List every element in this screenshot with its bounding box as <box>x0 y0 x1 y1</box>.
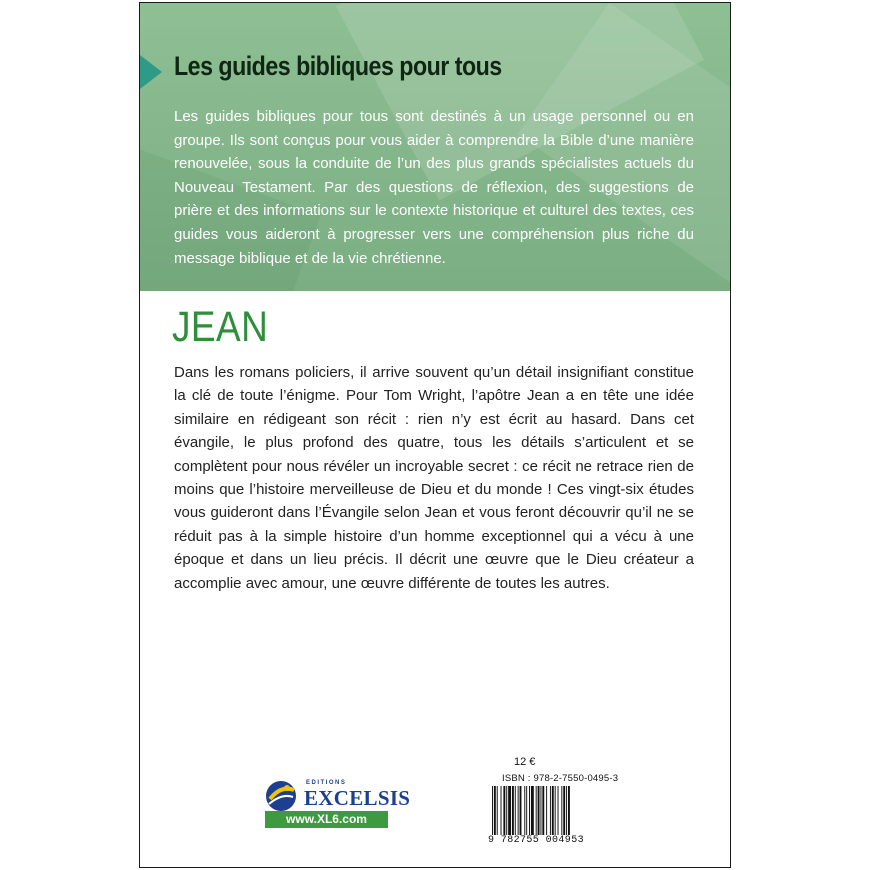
barcode-digits: 9 782755 004953 <box>488 835 608 846</box>
barcode-bar <box>558 786 559 836</box>
publisher-editions-label: EDITIONS <box>306 780 347 786</box>
barcode-bar <box>566 786 567 836</box>
barcode-bar <box>529 786 530 836</box>
series-description: Les guides bibliques pour tous sont destinés à un usage personnel ou en groupe. Ils sont conçus pour vous aider à comprendre la Bible d’une manière renouvelée, sous la conduite de l’un des plus grands spécialistes actuels du Nouveau Testament. Par des questions de réflexion, des suggestions de prière et des informations sur le contexte historique et culturel des textes, ces guides vous aideront à progresser vers une compréhension plus riche du message biblique et de la vie chrétienne. <box>174 108 694 267</box>
book-back-cover <box>139 2 731 868</box>
publisher-url[interactable]: www.XL6.com <box>265 811 388 828</box>
isbn-label: ISBN : 978-2-7550-0495-3 <box>502 773 619 784</box>
book-description: Dans les romans policiers, il arrive souvent qu’un détail insignifiant constitue la clé de toute l’énigme. Pour Tom Wright, l’apôtre Jean a en tête une idée similaire en rédigeant son récit : rien n’y est écrit au hasard. Dans cet évangile, le plus profond des quatre, tous les détails s’articulent et se complètent pour nous révéler un incroyable secret : ce récit ne retrace rien de moins que l’histoire merveilleuse de Dieu et du monde ! Ces vingt-six études vous guideront dans l’Évangile selon Jean et vous feront découvrir qu’il ne se réduit pas à la simple histoire d’un homme exceptionnel qui a vécu à une époque et dans un lieu précis. Il décrit une œuvre que le Dieu créateur a accomplie avec amour, une œuvre différente de toutes les autres. <box>174 364 694 592</box>
barcode-bar <box>538 786 540 836</box>
book-title: JEAN <box>172 303 269 351</box>
barcode-bar <box>501 786 502 836</box>
series-title: Les guides bibliques pour tous <box>174 51 502 81</box>
barcode-bar <box>492 786 493 836</box>
barcode-bar <box>512 786 514 836</box>
series-banner <box>140 3 730 291</box>
barcode-bar <box>524 786 525 836</box>
barcode-bar <box>506 786 507 836</box>
barcode-bar <box>563 786 565 836</box>
barcode-bar <box>520 786 522 836</box>
barcode-bar <box>540 786 541 836</box>
barcode-bar <box>508 786 511 836</box>
barcode-bar <box>546 786 547 836</box>
barcode-bar <box>503 786 505 836</box>
publisher-name: EXCELSIS <box>304 786 411 810</box>
barcode-bar <box>552 786 554 836</box>
barcode-bar <box>550 786 551 836</box>
barcode-bar <box>526 786 527 836</box>
arrow-marker-icon <box>140 55 162 89</box>
barcode-bar <box>515 786 516 836</box>
barcode-bar <box>497 786 498 836</box>
globe-swoosh-icon <box>264 779 298 813</box>
barcode-bar <box>568 786 570 836</box>
barcode-bar <box>561 786 562 836</box>
price-label: 12 € <box>514 756 536 768</box>
barcode-bar <box>542 786 544 836</box>
barcode-bar <box>531 786 534 836</box>
barcode-bar <box>518 786 519 836</box>
barcode-bar <box>555 786 556 836</box>
barcode-bar <box>494 786 496 836</box>
barcode-bar <box>536 786 537 836</box>
